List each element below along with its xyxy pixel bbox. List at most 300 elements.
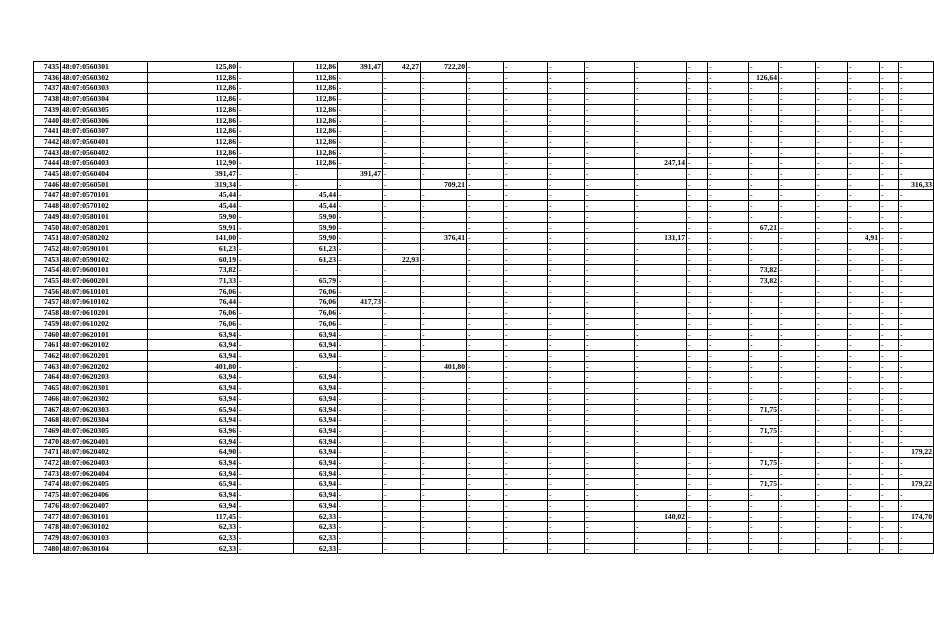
value-cell: 63,94 — [294, 500, 338, 511]
value-cell: - — [708, 179, 749, 190]
value-cell: - — [779, 94, 816, 105]
value-cell: 76,44 — [148, 297, 238, 308]
value-cell: - — [635, 436, 687, 447]
value-cell: - — [816, 318, 848, 329]
value-cell: - — [548, 436, 585, 447]
cadastral-code-cell: 48:07:0620203 — [61, 372, 148, 383]
value-cell: - — [338, 350, 383, 361]
value-cell: - — [880, 479, 899, 490]
value-cell: - — [467, 265, 504, 276]
value-cell: - — [421, 222, 467, 233]
value-cell: - — [635, 211, 687, 222]
value-cell: - — [548, 72, 585, 83]
value-cell: - — [421, 340, 467, 351]
value-cell: - — [383, 404, 421, 415]
value-cell: - — [421, 436, 467, 447]
value-cell: - — [779, 297, 816, 308]
value-cell: - — [816, 340, 848, 351]
value-cell: - — [880, 511, 899, 522]
value-cell: - — [848, 436, 880, 447]
value-cell: - — [779, 329, 816, 340]
value-cell: - — [635, 190, 687, 201]
row-number-cell: 7469 — [34, 425, 61, 436]
value-cell: - — [708, 543, 749, 554]
value-cell: - — [749, 511, 779, 522]
row-number-cell: 7444 — [34, 158, 61, 169]
value-cell: - — [848, 372, 880, 383]
value-cell: - — [848, 136, 880, 147]
value-cell: - — [899, 211, 934, 222]
value-cell: - — [687, 393, 708, 404]
value-cell: - — [238, 329, 294, 340]
value-cell: - — [635, 522, 687, 533]
value-cell: - — [421, 532, 467, 543]
value-cell: - — [338, 147, 383, 158]
value-cell: - — [749, 532, 779, 543]
value-cell: - — [338, 222, 383, 233]
value-cell: 319,34 — [148, 179, 238, 190]
value-cell: - — [816, 490, 848, 501]
table-row — [34, 147, 934, 158]
table-row — [34, 532, 934, 543]
cadastral-code-cell: 48:07:0620402 — [61, 447, 148, 458]
value-cell: - — [585, 522, 635, 533]
value-cell: - — [585, 126, 635, 137]
value-cell: - — [899, 83, 934, 94]
value-cell: - — [899, 222, 934, 233]
value-cell: 63,94 — [148, 458, 238, 469]
value-cell: - — [467, 404, 504, 415]
value-cell: - — [548, 286, 585, 297]
value-cell: - — [338, 543, 383, 554]
value-cell: - — [635, 468, 687, 479]
value-cell: - — [848, 83, 880, 94]
value-cell: - — [687, 222, 708, 233]
row-number-cell: 7437 — [34, 83, 61, 94]
value-cell: - — [749, 243, 779, 254]
value-cell: - — [585, 393, 635, 404]
value-cell: - — [548, 308, 585, 319]
value-cell: - — [383, 190, 421, 201]
value-cell: - — [421, 393, 467, 404]
value-cell: - — [338, 361, 383, 372]
value-cell: - — [687, 436, 708, 447]
value-cell: - — [467, 147, 504, 158]
value-cell: - — [421, 72, 467, 83]
cadastral-code-cell: 48:07:0570101 — [61, 190, 148, 201]
value-cell: - — [816, 286, 848, 297]
value-cell: - — [467, 62, 504, 73]
value-cell: - — [749, 147, 779, 158]
value-cell: - — [548, 468, 585, 479]
value-cell: - — [848, 318, 880, 329]
value-cell: - — [687, 415, 708, 426]
value-cell: - — [585, 115, 635, 126]
row-number-cell: 7480 — [34, 543, 61, 554]
value-cell: - — [548, 83, 585, 94]
value-cell: - — [421, 425, 467, 436]
value-cell: - — [880, 393, 899, 404]
value-cell: - — [238, 361, 294, 372]
table-row — [34, 83, 934, 94]
value-cell: - — [816, 233, 848, 244]
value-cell: - — [687, 297, 708, 308]
table-row — [34, 62, 934, 73]
value-cell: - — [880, 425, 899, 436]
value-cell: - — [338, 233, 383, 244]
value-cell: - — [383, 179, 421, 190]
value-cell: - — [238, 522, 294, 533]
cadastral-code-cell: 48:07:0630104 — [61, 543, 148, 554]
value-cell: - — [708, 383, 749, 394]
value-cell: - — [708, 318, 749, 329]
value-cell: 112,86 — [294, 136, 338, 147]
value-cell: - — [635, 169, 687, 180]
value-cell: - — [687, 254, 708, 265]
value-cell: - — [338, 393, 383, 404]
value-cell: - — [238, 286, 294, 297]
value-cell: - — [749, 383, 779, 394]
value-cell: 4,91 — [848, 233, 880, 244]
value-cell: - — [816, 350, 848, 361]
value-cell: - — [708, 458, 749, 469]
value-cell: - — [383, 94, 421, 105]
value-cell: - — [687, 404, 708, 415]
value-cell: 117,45 — [148, 511, 238, 522]
value-cell: - — [779, 169, 816, 180]
value-cell: - — [880, 361, 899, 372]
value-cell: 247,14 — [635, 158, 687, 169]
table-row — [34, 265, 934, 276]
value-cell: - — [687, 532, 708, 543]
value-cell: - — [585, 383, 635, 394]
value-cell: - — [421, 276, 467, 287]
value-cell: - — [749, 126, 779, 137]
value-cell: - — [338, 340, 383, 351]
value-cell: 76,06 — [148, 318, 238, 329]
value-cell: - — [338, 286, 383, 297]
value-cell: - — [779, 201, 816, 212]
value-cell: - — [585, 276, 635, 287]
value-cell: - — [816, 265, 848, 276]
value-cell: - — [779, 308, 816, 319]
value-cell: - — [338, 104, 383, 115]
value-cell: - — [504, 393, 548, 404]
value-cell: - — [421, 543, 467, 554]
value-cell: - — [635, 490, 687, 501]
row-number-cell: 7468 — [34, 415, 61, 426]
value-cell: 401,80 — [148, 361, 238, 372]
value-cell: - — [848, 243, 880, 254]
value-cell: - — [238, 458, 294, 469]
value-cell: 63,94 — [294, 350, 338, 361]
value-cell: 112,86 — [294, 104, 338, 115]
cadastral-code-cell: 48:07:0560403 — [61, 158, 148, 169]
value-cell: - — [816, 179, 848, 190]
value-cell: - — [708, 126, 749, 137]
value-cell: - — [238, 147, 294, 158]
value-cell: 63,94 — [148, 468, 238, 479]
value-cell: 63,94 — [294, 383, 338, 394]
table-row — [34, 179, 934, 190]
value-cell: - — [848, 308, 880, 319]
value-cell: - — [585, 308, 635, 319]
value-cell: - — [504, 83, 548, 94]
value-cell: - — [421, 372, 467, 383]
value-cell: - — [899, 201, 934, 212]
value-cell: 112,90 — [148, 158, 238, 169]
value-cell: 417,73 — [338, 297, 383, 308]
value-cell: - — [899, 500, 934, 511]
value-cell: - — [899, 94, 934, 105]
value-cell: - — [383, 276, 421, 287]
value-cell: - — [548, 222, 585, 233]
value-cell: - — [238, 179, 294, 190]
value-cell: - — [880, 543, 899, 554]
value-cell: - — [421, 265, 467, 276]
value-cell: - — [467, 393, 504, 404]
table-row — [34, 276, 934, 287]
value-cell: - — [338, 479, 383, 490]
value-cell: - — [880, 201, 899, 212]
value-cell: - — [383, 318, 421, 329]
value-cell: - — [467, 158, 504, 169]
value-cell: 63,94 — [148, 436, 238, 447]
value-cell: - — [848, 158, 880, 169]
value-cell: - — [421, 147, 467, 158]
value-cell: - — [585, 265, 635, 276]
value-cell: - — [467, 308, 504, 319]
value-cell: - — [467, 458, 504, 469]
value-cell: - — [421, 211, 467, 222]
value-cell: - — [899, 243, 934, 254]
value-cell: - — [816, 458, 848, 469]
value-cell: - — [687, 72, 708, 83]
value-cell: - — [238, 318, 294, 329]
value-cell: - — [779, 404, 816, 415]
value-cell: - — [687, 458, 708, 469]
row-number-cell: 7448 — [34, 201, 61, 212]
value-cell: - — [687, 126, 708, 137]
value-cell: - — [383, 543, 421, 554]
value-cell: - — [548, 361, 585, 372]
cadastral-code-cell: 48:07:0590101 — [61, 243, 148, 254]
value-cell: - — [899, 265, 934, 276]
value-cell: 391,47 — [148, 169, 238, 180]
value-cell: 60,19 — [148, 254, 238, 265]
cadastral-code-cell: 48:07:0600101 — [61, 265, 148, 276]
value-cell: - — [708, 490, 749, 501]
value-cell: 112,86 — [148, 104, 238, 115]
value-cell: - — [467, 211, 504, 222]
value-cell: - — [779, 115, 816, 126]
value-cell: - — [383, 361, 421, 372]
value-cell: 63,94 — [294, 393, 338, 404]
value-cell: - — [687, 62, 708, 73]
cadastral-code-cell: 48:07:0620405 — [61, 479, 148, 490]
value-cell: - — [548, 543, 585, 554]
value-cell: - — [816, 297, 848, 308]
row-number-cell: 7463 — [34, 361, 61, 372]
value-cell: - — [848, 179, 880, 190]
value-cell: - — [467, 190, 504, 201]
table-row — [34, 104, 934, 115]
row-number-cell: 7455 — [34, 276, 61, 287]
cadastral-code-cell: 48:07:0620303 — [61, 404, 148, 415]
value-cell: 391,47 — [338, 62, 383, 73]
value-cell: - — [880, 297, 899, 308]
value-cell: - — [848, 415, 880, 426]
value-cell: - — [383, 104, 421, 115]
value-cell: 63,94 — [148, 393, 238, 404]
value-cell: - — [848, 511, 880, 522]
value-cell: - — [899, 318, 934, 329]
table-row — [34, 350, 934, 361]
value-cell: - — [338, 404, 383, 415]
value-cell: - — [548, 233, 585, 244]
value-cell: - — [504, 479, 548, 490]
value-cell: - — [338, 500, 383, 511]
value-cell: - — [708, 415, 749, 426]
value-cell: - — [848, 286, 880, 297]
value-cell: - — [816, 479, 848, 490]
value-cell: - — [504, 425, 548, 436]
value-cell: - — [383, 532, 421, 543]
value-cell: - — [848, 404, 880, 415]
value-cell: 63,94 — [148, 350, 238, 361]
row-number-cell: 7456 — [34, 286, 61, 297]
value-cell: - — [880, 104, 899, 115]
value-cell: - — [383, 243, 421, 254]
value-cell: - — [880, 500, 899, 511]
value-cell: - — [421, 383, 467, 394]
value-cell: - — [467, 511, 504, 522]
value-cell: - — [708, 532, 749, 543]
value-cell: - — [504, 415, 548, 426]
value-cell: - — [548, 425, 585, 436]
value-cell: - — [238, 190, 294, 201]
value-cell: - — [635, 532, 687, 543]
value-cell: - — [585, 458, 635, 469]
value-cell: - — [687, 286, 708, 297]
value-cell: - — [749, 158, 779, 169]
value-cell: - — [338, 254, 383, 265]
value-cell: 61,23 — [294, 243, 338, 254]
value-cell: - — [635, 147, 687, 158]
value-cell: 62,33 — [148, 532, 238, 543]
value-cell: - — [548, 147, 585, 158]
value-cell: - — [816, 511, 848, 522]
value-cell: - — [899, 158, 934, 169]
value-cell: - — [880, 265, 899, 276]
value-cell: - — [421, 511, 467, 522]
value-cell: - — [338, 372, 383, 383]
value-cell: - — [585, 329, 635, 340]
row-number-cell: 7478 — [34, 522, 61, 533]
value-cell: - — [585, 233, 635, 244]
value-cell: - — [383, 126, 421, 137]
value-cell: 316,33 — [899, 179, 934, 190]
table-row — [34, 425, 934, 436]
value-cell: - — [467, 72, 504, 83]
value-cell: - — [848, 62, 880, 73]
value-cell: 62,33 — [294, 511, 338, 522]
value-cell: - — [383, 265, 421, 276]
value-cell: - — [779, 72, 816, 83]
value-cell: - — [687, 104, 708, 115]
value-cell: - — [548, 136, 585, 147]
row-number-cell: 7435 — [34, 62, 61, 73]
value-cell: - — [899, 104, 934, 115]
value-cell: - — [779, 254, 816, 265]
value-cell: 63,94 — [148, 490, 238, 501]
value-cell: - — [421, 490, 467, 501]
value-cell: - — [880, 94, 899, 105]
value-cell: - — [338, 318, 383, 329]
value-cell: - — [880, 415, 899, 426]
value-cell: - — [238, 308, 294, 319]
value-cell: - — [383, 329, 421, 340]
value-cell: - — [238, 447, 294, 458]
value-cell: - — [687, 211, 708, 222]
value-cell: - — [635, 329, 687, 340]
value-cell: - — [238, 72, 294, 83]
value-cell: - — [635, 254, 687, 265]
row-number-cell: 7458 — [34, 308, 61, 319]
value-cell: - — [899, 468, 934, 479]
value-cell: - — [899, 308, 934, 319]
value-cell: - — [880, 318, 899, 329]
value-cell: - — [504, 522, 548, 533]
value-cell: - — [880, 169, 899, 180]
value-cell: - — [548, 522, 585, 533]
table-row — [34, 222, 934, 233]
value-cell: - — [848, 104, 880, 115]
table-row — [34, 158, 934, 169]
value-cell: - — [238, 372, 294, 383]
table-row — [34, 136, 934, 147]
value-cell: 722,20 — [421, 62, 467, 73]
value-cell: 112,86 — [148, 72, 238, 83]
table-row — [34, 404, 934, 415]
value-cell: - — [708, 479, 749, 490]
value-cell: - — [880, 136, 899, 147]
value-cell: - — [899, 286, 934, 297]
value-cell: - — [585, 190, 635, 201]
value-cell: 45,44 — [148, 201, 238, 212]
value-cell: - — [779, 147, 816, 158]
value-cell: - — [504, 62, 548, 73]
value-cell: - — [848, 265, 880, 276]
value-cell: - — [585, 479, 635, 490]
value-cell: - — [708, 265, 749, 276]
value-cell: - — [635, 350, 687, 361]
table-row — [34, 297, 934, 308]
value-cell: - — [504, 104, 548, 115]
value-cell: - — [708, 104, 749, 115]
value-cell: - — [848, 393, 880, 404]
value-cell: - — [238, 415, 294, 426]
table-row — [34, 447, 934, 458]
value-cell: - — [585, 158, 635, 169]
value-cell: - — [238, 297, 294, 308]
cadastral-code-cell: 48:07:0620403 — [61, 458, 148, 469]
value-cell: - — [585, 511, 635, 522]
row-number-cell: 7438 — [34, 94, 61, 105]
table-row — [34, 243, 934, 254]
cadastral-code-cell: 48:07:0620404 — [61, 468, 148, 479]
value-cell: - — [899, 425, 934, 436]
